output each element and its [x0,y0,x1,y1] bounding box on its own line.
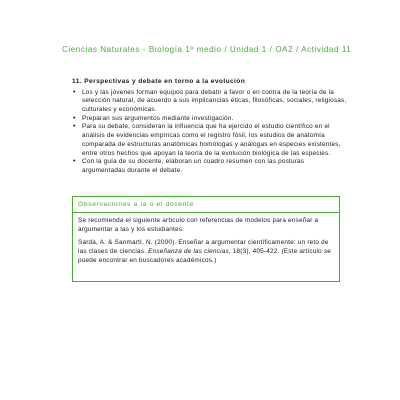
breadcrumb: Ciencias Naturales - Biología 1º medio / Unidad 1 / OA2 / Actividad 11 [62,45,352,54]
list-item: • Los y las jóvenes forman equipos para debatir a favor o en contra de la teoría de la selección natural, de acuerdo a sus implicancias éticas, filosóficas, sociales, religiosas, culturales y económicas. [72,89,347,115]
article-reference [78,239,333,265]
observations-title: Observaciones a la o el docente [78,201,194,208]
reference-details: , 18(3), 405-422. (Este artículo se puede encontrar en buscadores académicos.) [78,248,332,264]
reference-authors-title: Sardà, A. & Sanmartí, N. (2000). Enseñar a argumentar científicamente: un reto de las clases de ciencias. [78,239,329,256]
activity-title: 11. Perspectivas y debate en torno a la evolución [72,78,246,85]
teacher-observations-box [72,196,340,282]
activity-section [72,78,347,176]
activity-bullet-list [72,89,347,176]
list-item: • Preparan sus argumentos mediante investigación. [72,115,347,124]
observations-divider [73,212,339,213]
list-item: • Para su debate, consideran la influencia que ha ejercido el estudio científico en el análisis de evidencias empíricas como el registro fósil, los estudios de anatomía comparada de estructuras anatómicas homólogas y análogas en especies existentes, entre otros hechos que apoyan la teoría de la evolución biológica de las especies. [72,123,347,158]
list-item: • Con la guía de su docente, elaboran un cuadro resumen con las posturas argumentadas durante el debate. [72,158,347,175]
reference-journal: Enseñanza de las ciencias [148,248,229,256]
observations-paragraph: Se recomienda el siguiente artículo con referencias de modelos para enseñar a argumentar a las y los estudiantes: [78,217,319,233]
